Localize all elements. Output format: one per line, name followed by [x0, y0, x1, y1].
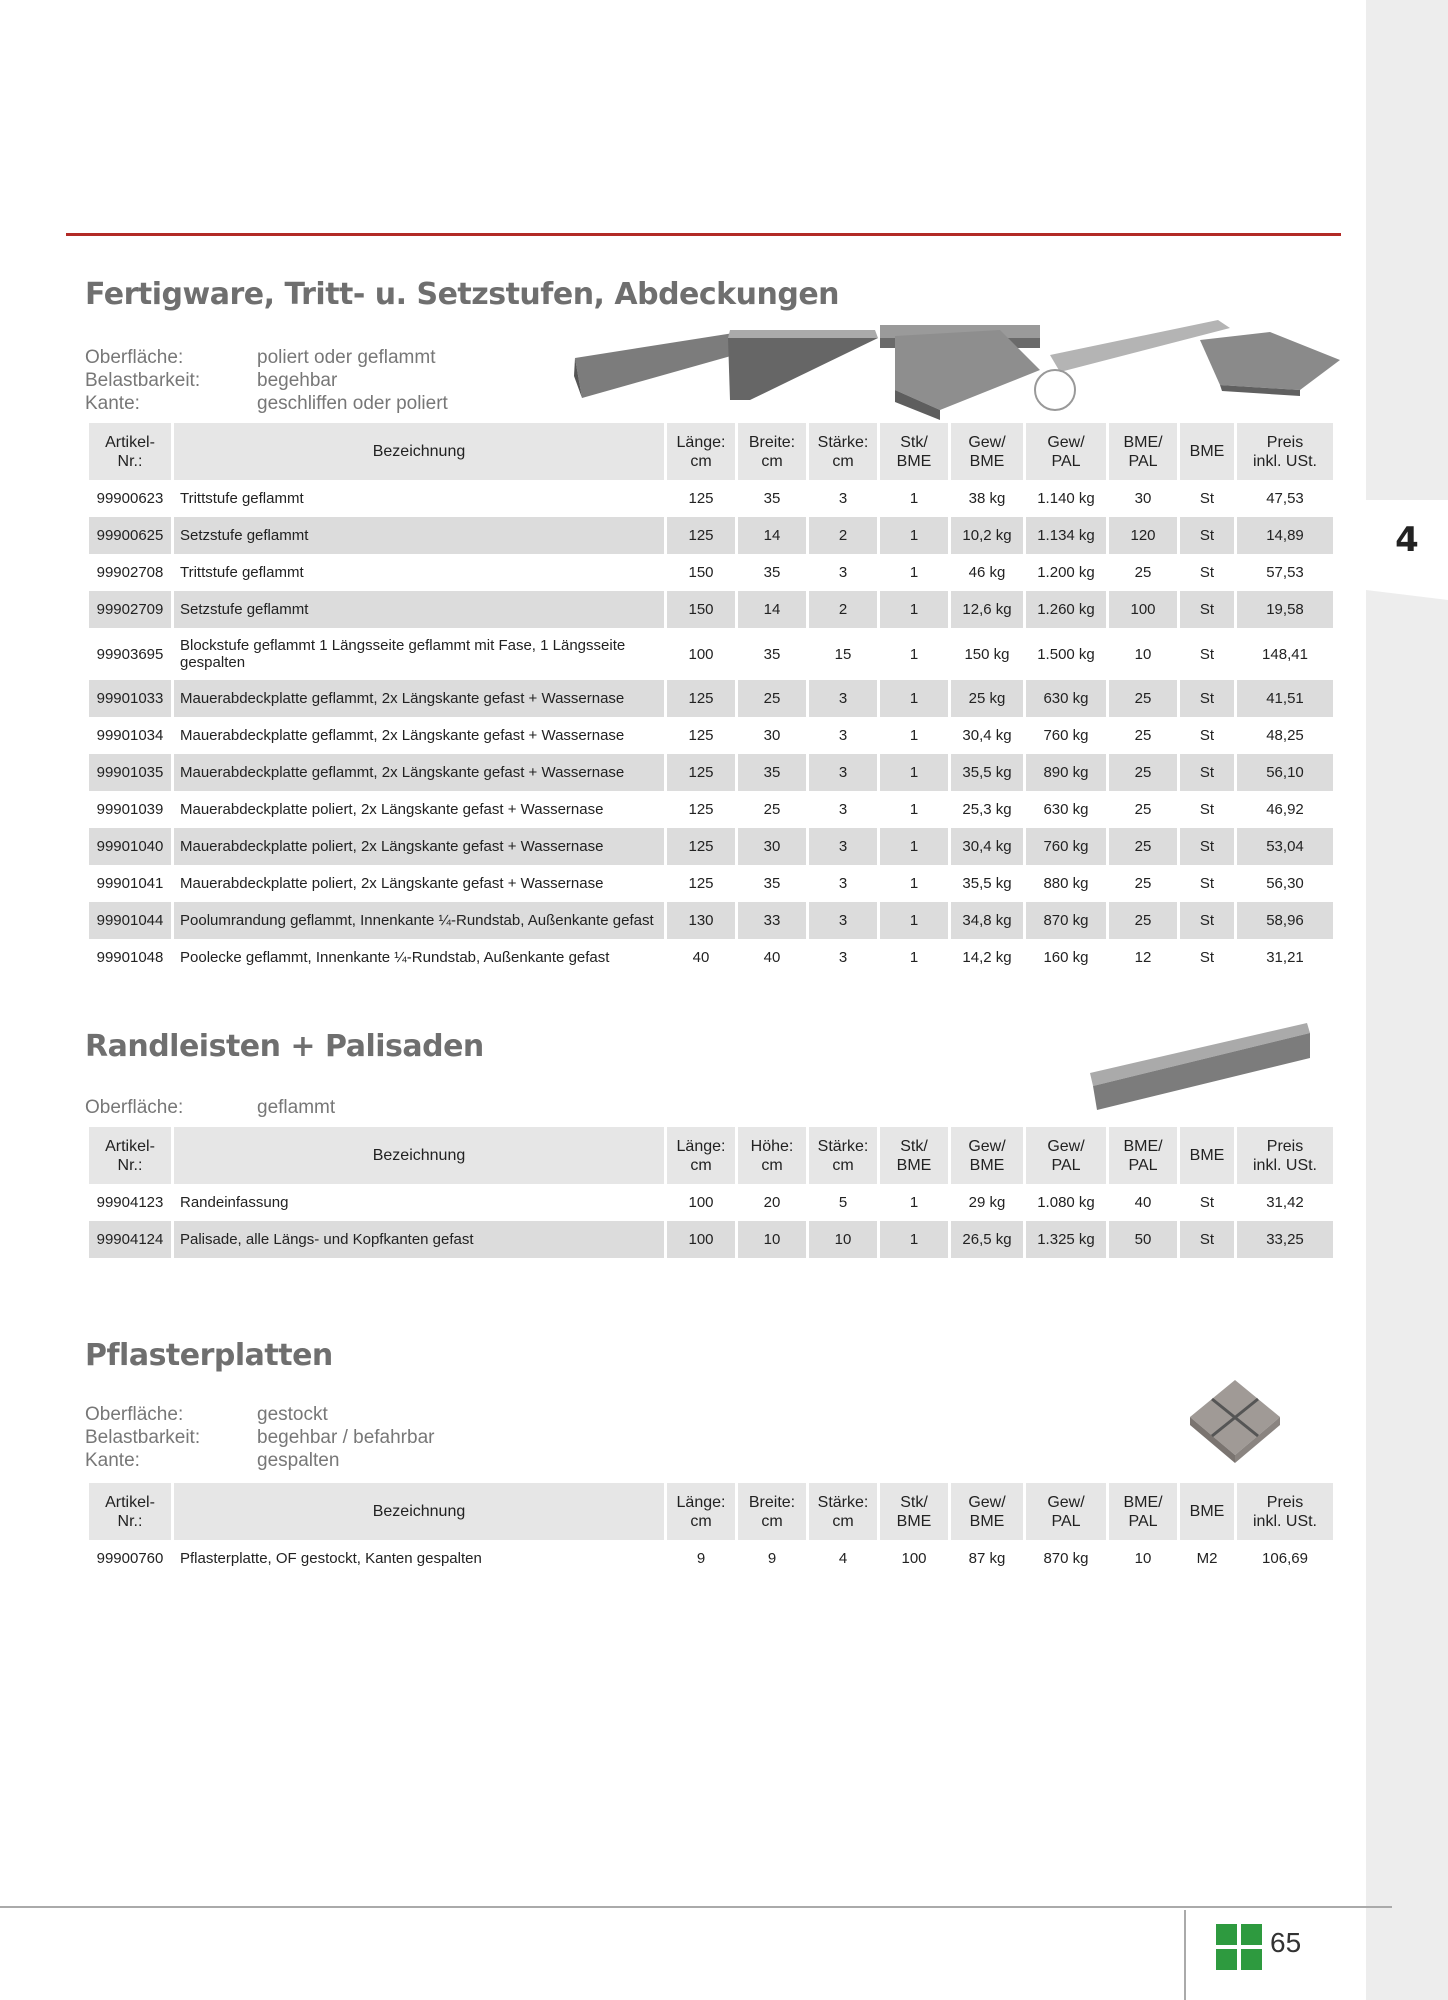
table-cell: 14	[738, 517, 806, 554]
col-breite: Breite: cm	[738, 1483, 806, 1540]
cell-bezeichnung: Mauerabdeckplatte poliert, 2x Längskante gefast + Wassernase	[180, 875, 604, 892]
table-cell: 1.134 kg	[1026, 517, 1106, 554]
table-cell: 30,4 kg	[951, 828, 1023, 865]
table-cell: 3	[809, 680, 877, 717]
table-cell: 100	[1109, 591, 1177, 628]
table-cell: 25	[1109, 680, 1177, 717]
table-fertigware	[86, 423, 1336, 976]
table-cell: 880 kg	[1043, 875, 1089, 892]
table-cell: 35	[763, 564, 781, 581]
table-cell: 1	[909, 949, 919, 966]
table-cell: St	[1199, 645, 1215, 663]
prop-value: geflammt	[257, 1097, 336, 1118]
col-staerke: Stärke: cm	[809, 423, 877, 480]
table-cell: 46 kg	[968, 564, 1006, 581]
table-cell: 890 kg	[1026, 754, 1106, 791]
table-cell: 35	[763, 875, 781, 892]
table-cell: 3	[838, 949, 848, 966]
col-artikel: Artikel- Nr.:	[89, 423, 171, 480]
prop-key: Oberfläche:	[85, 1404, 184, 1425]
product-illustration-paver	[1185, 1375, 1285, 1465]
table-cell: 150	[688, 564, 714, 581]
table-cell: 30	[738, 828, 806, 865]
table-body	[89, 1540, 1333, 1577]
table-cell: 33,25	[1237, 1221, 1333, 1258]
table-row	[89, 1221, 1333, 1258]
table-cell: M2	[1196, 1550, 1218, 1567]
table-cell: 14	[738, 591, 806, 628]
table-cell: 125	[688, 727, 714, 744]
table-cell: 33	[738, 902, 806, 939]
table-cell: 47,53	[1266, 490, 1304, 507]
table-cell: St	[1199, 801, 1215, 818]
table-cell: 100	[667, 1221, 735, 1258]
table-cell: 20	[763, 1194, 781, 1211]
section-props-pflasterplatten	[85, 1403, 434, 1472]
prop-value: geschliffen oder poliert	[257, 393, 448, 414]
table-cell: 106,69	[1262, 1550, 1308, 1567]
table-row	[89, 517, 1333, 554]
cell-artikel-nr: 99904124	[89, 1221, 171, 1258]
col-staerke: Stärke: cm	[809, 1483, 877, 1540]
table-cell: 150	[667, 591, 735, 628]
table-cell: 14,89	[1237, 517, 1333, 554]
table-row	[89, 939, 1333, 976]
table-cell: 25	[1134, 801, 1152, 818]
table-cell: 56,10	[1237, 754, 1333, 791]
col-bezeichnung: Bezeichnung	[174, 423, 664, 480]
table-row	[89, 680, 1333, 717]
cell-artikel-nr: 99901048	[96, 949, 164, 966]
table-cell: 870 kg	[1026, 902, 1106, 939]
table-row	[89, 902, 1333, 939]
section-props-randleisten	[85, 1096, 335, 1119]
cell-artikel-nr: 99900625	[89, 517, 171, 554]
table-cell: 30	[763, 727, 781, 744]
table-cell: 3	[838, 801, 848, 818]
cell-artikel-nr: 99903695	[96, 645, 164, 663]
table-cell: 100	[688, 645, 714, 663]
col-bezeichnung: Bezeichnung	[174, 1483, 664, 1540]
table-cell: 1	[909, 645, 919, 663]
table-cell: 87 kg	[968, 1550, 1006, 1567]
table-cell: 1.200 kg	[1037, 564, 1095, 581]
table-cell: 25	[1109, 754, 1177, 791]
header-rule	[66, 233, 1341, 236]
table-cell: 125	[688, 875, 714, 892]
table-cell: St	[1180, 902, 1234, 939]
table-row	[89, 554, 1333, 591]
col-staerke: Stärke: cm	[809, 1127, 877, 1184]
cell-bezeichnung: Mauerabdeckplatte poliert, 2x Längskante gefast + Wassernase	[180, 801, 604, 818]
table-cell: 3	[838, 564, 848, 581]
page-number: 65	[1270, 1927, 1302, 1958]
table-cell: 48,25	[1266, 727, 1304, 744]
table-cell: 35	[738, 754, 806, 791]
table-row	[89, 828, 1333, 865]
table-cell: 150 kg	[964, 645, 1010, 663]
col-gew-pal: Gew/ PAL	[1026, 423, 1106, 480]
table-row	[89, 480, 1333, 517]
chapter-number: 4	[1395, 520, 1419, 560]
prop-key: Oberfläche:	[85, 347, 184, 368]
table-cell: 35,5 kg	[962, 875, 1012, 892]
table-cell: 1	[909, 1194, 919, 1211]
cell-artikel-nr: 99904123	[96, 1194, 164, 1211]
table-cell: 14,2 kg	[962, 949, 1012, 966]
table-cell: 35	[763, 490, 781, 507]
cell-bezeichnung: Trittstufe geflammt	[180, 564, 304, 581]
table-cell: 120	[1109, 517, 1177, 554]
table-cell: 3	[809, 828, 877, 865]
section-title-pflasterplatten: Pflasterplatten	[85, 1338, 333, 1373]
table-row	[89, 717, 1333, 754]
table-cell: St	[1199, 1194, 1215, 1211]
col-preis: Preis inkl. USt.	[1237, 1127, 1333, 1184]
col-laenge: Länge: cm	[667, 1127, 735, 1184]
table-cell: St	[1199, 949, 1215, 966]
table-cell: 125	[688, 490, 714, 507]
table-cell: 25	[1109, 828, 1177, 865]
table-cell: 38 kg	[968, 490, 1006, 507]
cell-artikel-nr: 99901033	[89, 680, 171, 717]
table-cell: St	[1180, 591, 1234, 628]
table-cell: St	[1199, 564, 1215, 581]
table-cell: 40	[692, 949, 710, 966]
table-cell: 1	[909, 727, 919, 744]
cell-bezeichnung: Setzstufe geflammt	[174, 517, 664, 554]
cell-artikel-nr: 99901044	[89, 902, 171, 939]
cell-artikel-nr: 99901039	[96, 801, 164, 818]
col-gew-bme: Gew/ BME	[951, 1127, 1023, 1184]
table-row	[89, 791, 1333, 828]
table-cell: 58,96	[1237, 902, 1333, 939]
col-artikel: Artikel- Nr.:	[89, 1483, 171, 1540]
prop-value: gestockt	[257, 1404, 328, 1425]
table-cell: 1	[880, 517, 948, 554]
table-randleisten	[86, 1127, 1336, 1258]
table-cell: 3	[809, 902, 877, 939]
cell-artikel-nr: 99901040	[89, 828, 171, 865]
table-row	[89, 628, 1333, 680]
table-cell: 9	[767, 1550, 777, 1567]
col-bme-pal: BME/ PAL	[1109, 1127, 1177, 1184]
table-cell: 25	[1134, 875, 1152, 892]
table-cell: 130	[667, 902, 735, 939]
table-cell: 10	[1134, 1550, 1152, 1567]
table-cell: 31,21	[1266, 949, 1304, 966]
cell-bezeichnung: Blockstufe geflammt 1 Längsseite geflammt mit Fase, 1 Längsseite gespalten	[180, 637, 626, 671]
table-body	[89, 480, 1333, 976]
table-cell: St	[1199, 875, 1215, 892]
brand-logo-icon	[1216, 1924, 1262, 1970]
table-cell: 1.325 kg	[1026, 1221, 1106, 1258]
table-cell: 1	[909, 801, 919, 818]
table-cell: 3	[838, 727, 848, 744]
col-laenge: Länge: cm	[667, 423, 735, 480]
prop-value: begehbar / befahrbar	[257, 1427, 435, 1448]
cell-bezeichnung: Poolecke geflammt, Innenkante ¼-Rundstab, Außenkante gefast	[180, 949, 610, 966]
table-cell: 35	[763, 645, 781, 663]
table-cell: 760 kg	[1043, 727, 1089, 744]
table-cell: St	[1180, 828, 1234, 865]
table-cell: 41,51	[1237, 680, 1333, 717]
col-bme: BME	[1180, 1483, 1234, 1540]
prop-key: Belastbarkeit:	[85, 370, 201, 391]
table-cell: 25	[1134, 727, 1152, 744]
col-preis: Preis inkl. USt.	[1237, 423, 1333, 480]
table-cell: 25,3 kg	[962, 801, 1012, 818]
cell-bezeichnung: Randeinfassung	[180, 1194, 289, 1211]
table-cell: 3	[838, 875, 848, 892]
table-cell: 10	[1134, 645, 1152, 663]
cell-bezeichnung: Mauerabdeckplatte geflammt, 2x Längskante gefast + Wassernase	[174, 680, 664, 717]
product-illustrations-steps	[560, 310, 1350, 420]
cell-artikel-nr: 99902709	[89, 591, 171, 628]
cell-bezeichnung: Mauerabdeckplatte geflammt, 2x Längskante gefast + Wassernase	[174, 754, 664, 791]
table-row	[89, 865, 1333, 902]
table-cell: 1	[880, 680, 948, 717]
table-cell: 12	[1134, 949, 1152, 966]
table-header	[89, 1483, 1333, 1540]
table-cell: 35,5 kg	[951, 754, 1023, 791]
col-stk-bme: Stk/ BME	[880, 1127, 948, 1184]
table-cell: 1.140 kg	[1037, 490, 1095, 507]
table-cell: 3	[838, 490, 848, 507]
col-laenge: Länge: cm	[667, 1483, 735, 1540]
table-cell: 25	[1109, 902, 1177, 939]
table-cell: 30,4 kg	[962, 727, 1012, 744]
table-cell: 56,30	[1266, 875, 1304, 892]
table-cell: 1	[880, 1221, 948, 1258]
table-cell: 630 kg	[1043, 801, 1089, 818]
table-cell: 1	[880, 754, 948, 791]
table-cell: St	[1180, 517, 1234, 554]
table-cell: 125	[667, 680, 735, 717]
table-cell: 3	[809, 754, 877, 791]
table-cell: 10	[809, 1221, 877, 1258]
cell-bezeichnung: Setzstufe geflammt	[174, 591, 664, 628]
cell-bezeichnung: Mauerabdeckplatte poliert, 2x Längskante gefast + Wassernase	[174, 828, 664, 865]
col-gew-pal: Gew/ PAL	[1026, 1483, 1106, 1540]
product-illustration-palisade	[1085, 1018, 1315, 1113]
col-breite: Breite: cm	[738, 423, 806, 480]
cell-bezeichnung: Poolumrandung geflammt, Innenkante ¼-Rundstab, Außenkante gefast	[174, 902, 664, 939]
prop-value: poliert oder geflammt	[257, 347, 436, 368]
table-cell: 12,6 kg	[951, 591, 1023, 628]
table-cell: 100	[901, 1550, 927, 1567]
table-cell: 1.260 kg	[1026, 591, 1106, 628]
col-stk-bme: Stk/ BME	[880, 1483, 948, 1540]
cell-artikel-nr: 99900760	[96, 1550, 164, 1567]
table-cell: 25	[738, 680, 806, 717]
table-cell: 46,92	[1266, 801, 1304, 818]
section-title-fertigware: Fertigware, Tritt- u. Setzstufen, Abdeckungen	[85, 277, 840, 312]
col-artikel: Artikel- Nr.:	[89, 1127, 171, 1184]
table-cell: 40	[1134, 1194, 1152, 1211]
prop-key: Oberfläche:	[85, 1097, 184, 1118]
table-cell: 1	[880, 902, 948, 939]
table-cell: 1	[909, 564, 919, 581]
table-cell: 57,53	[1266, 564, 1304, 581]
prop-key: Kante:	[85, 393, 140, 414]
table-cell: St	[1199, 490, 1215, 507]
table-cell: 760 kg	[1026, 828, 1106, 865]
table-cell: 1.500 kg	[1037, 645, 1095, 663]
side-strip	[1366, 0, 1448, 2000]
table-cell: 50	[1109, 1221, 1177, 1258]
table-cell: 10	[738, 1221, 806, 1258]
table-cell: 1	[880, 591, 948, 628]
section-title-randleisten: Randleisten + Palisaden	[85, 1029, 484, 1064]
table-cell: St	[1180, 680, 1234, 717]
table-cell: 630 kg	[1026, 680, 1106, 717]
prop-key: Kante:	[85, 1450, 140, 1471]
prop-value: begehbar	[257, 370, 338, 391]
table-row	[89, 754, 1333, 791]
table-cell: 5	[838, 1194, 848, 1211]
footer-rule	[0, 1906, 1392, 1908]
cell-artikel-nr: 99902708	[96, 564, 164, 581]
table-row	[89, 1184, 1333, 1221]
table-cell: 19,58	[1237, 591, 1333, 628]
table-cell: 53,04	[1237, 828, 1333, 865]
table-cell: St	[1180, 1221, 1234, 1258]
cell-artikel-nr: 99901034	[96, 727, 164, 744]
col-bme-pal: BME/ PAL	[1109, 1483, 1177, 1540]
table-cell: 29 kg	[968, 1194, 1006, 1211]
table-cell: 15	[834, 645, 852, 663]
cell-bezeichnung: Trittstufe geflammt	[180, 490, 304, 507]
table-cell: 25	[763, 801, 781, 818]
cell-artikel-nr: 99900623	[96, 490, 164, 507]
table-body	[89, 1184, 1333, 1258]
table-row	[89, 591, 1333, 628]
table-cell: 870 kg	[1043, 1550, 1089, 1567]
cell-artikel-nr: 99901035	[89, 754, 171, 791]
col-stk-bme: Stk/ BME	[880, 423, 948, 480]
table-cell: 125	[667, 754, 735, 791]
prop-value: gespalten	[257, 1450, 340, 1471]
table-cell: 1	[909, 875, 919, 892]
col-bezeichnung: Bezeichnung	[174, 1127, 664, 1184]
table-cell: 148,41	[1262, 645, 1308, 663]
table-cell: 25	[1134, 564, 1152, 581]
table-header	[89, 423, 1333, 480]
table-cell: 160 kg	[1043, 949, 1089, 966]
table-header	[89, 1127, 1333, 1184]
table-row	[89, 1540, 1333, 1577]
col-gew-bme: Gew/ BME	[951, 1483, 1023, 1540]
col-gew-bme: Gew/ BME	[951, 423, 1023, 480]
table-cell: 9	[696, 1550, 706, 1567]
table-cell: 1	[880, 828, 948, 865]
table-cell: 34,8 kg	[951, 902, 1023, 939]
col-bme: BME	[1180, 423, 1234, 480]
table-cell: St	[1199, 727, 1215, 744]
table-cell: 26,5 kg	[951, 1221, 1023, 1258]
table-cell: 2	[809, 517, 877, 554]
cell-artikel-nr: 99901041	[96, 875, 164, 892]
table-cell: 25 kg	[951, 680, 1023, 717]
cell-bezeichnung: Pflasterplatte, OF gestockt, Kanten gespalten	[180, 1550, 482, 1567]
table-cell: 100	[688, 1194, 714, 1211]
table-cell: 1	[909, 490, 919, 507]
table-cell: 125	[688, 801, 714, 818]
col-bme: BME	[1180, 1127, 1234, 1184]
table-cell: 4	[838, 1550, 848, 1567]
table-cell: 125	[667, 828, 735, 865]
table-cell: 125	[667, 517, 735, 554]
table-cell: 30	[1134, 490, 1152, 507]
table-cell: 40	[763, 949, 781, 966]
section-props-fertigware	[85, 346, 448, 415]
table-cell: St	[1180, 754, 1234, 791]
col-hoehe: Höhe: cm	[738, 1127, 806, 1184]
cell-bezeichnung: Palisade, alle Längs- und Kopfkanten gefast	[174, 1221, 664, 1258]
table-pflasterplatten	[86, 1483, 1336, 1577]
table-cell: 1.080 kg	[1037, 1194, 1095, 1211]
table-cell: 2	[809, 591, 877, 628]
footer-divider	[1184, 1910, 1186, 2000]
cell-bezeichnung: Mauerabdeckplatte geflammt, 2x Längskante gefast + Wassernase	[180, 727, 625, 744]
col-gew-pal: Gew/ PAL	[1026, 1127, 1106, 1184]
col-preis: Preis inkl. USt.	[1237, 1483, 1333, 1540]
table-cell: 10,2 kg	[951, 517, 1023, 554]
table-cell: 31,42	[1266, 1194, 1304, 1211]
prop-key: Belastbarkeit:	[85, 1427, 201, 1448]
col-bme-pal: BME/ PAL	[1109, 423, 1177, 480]
